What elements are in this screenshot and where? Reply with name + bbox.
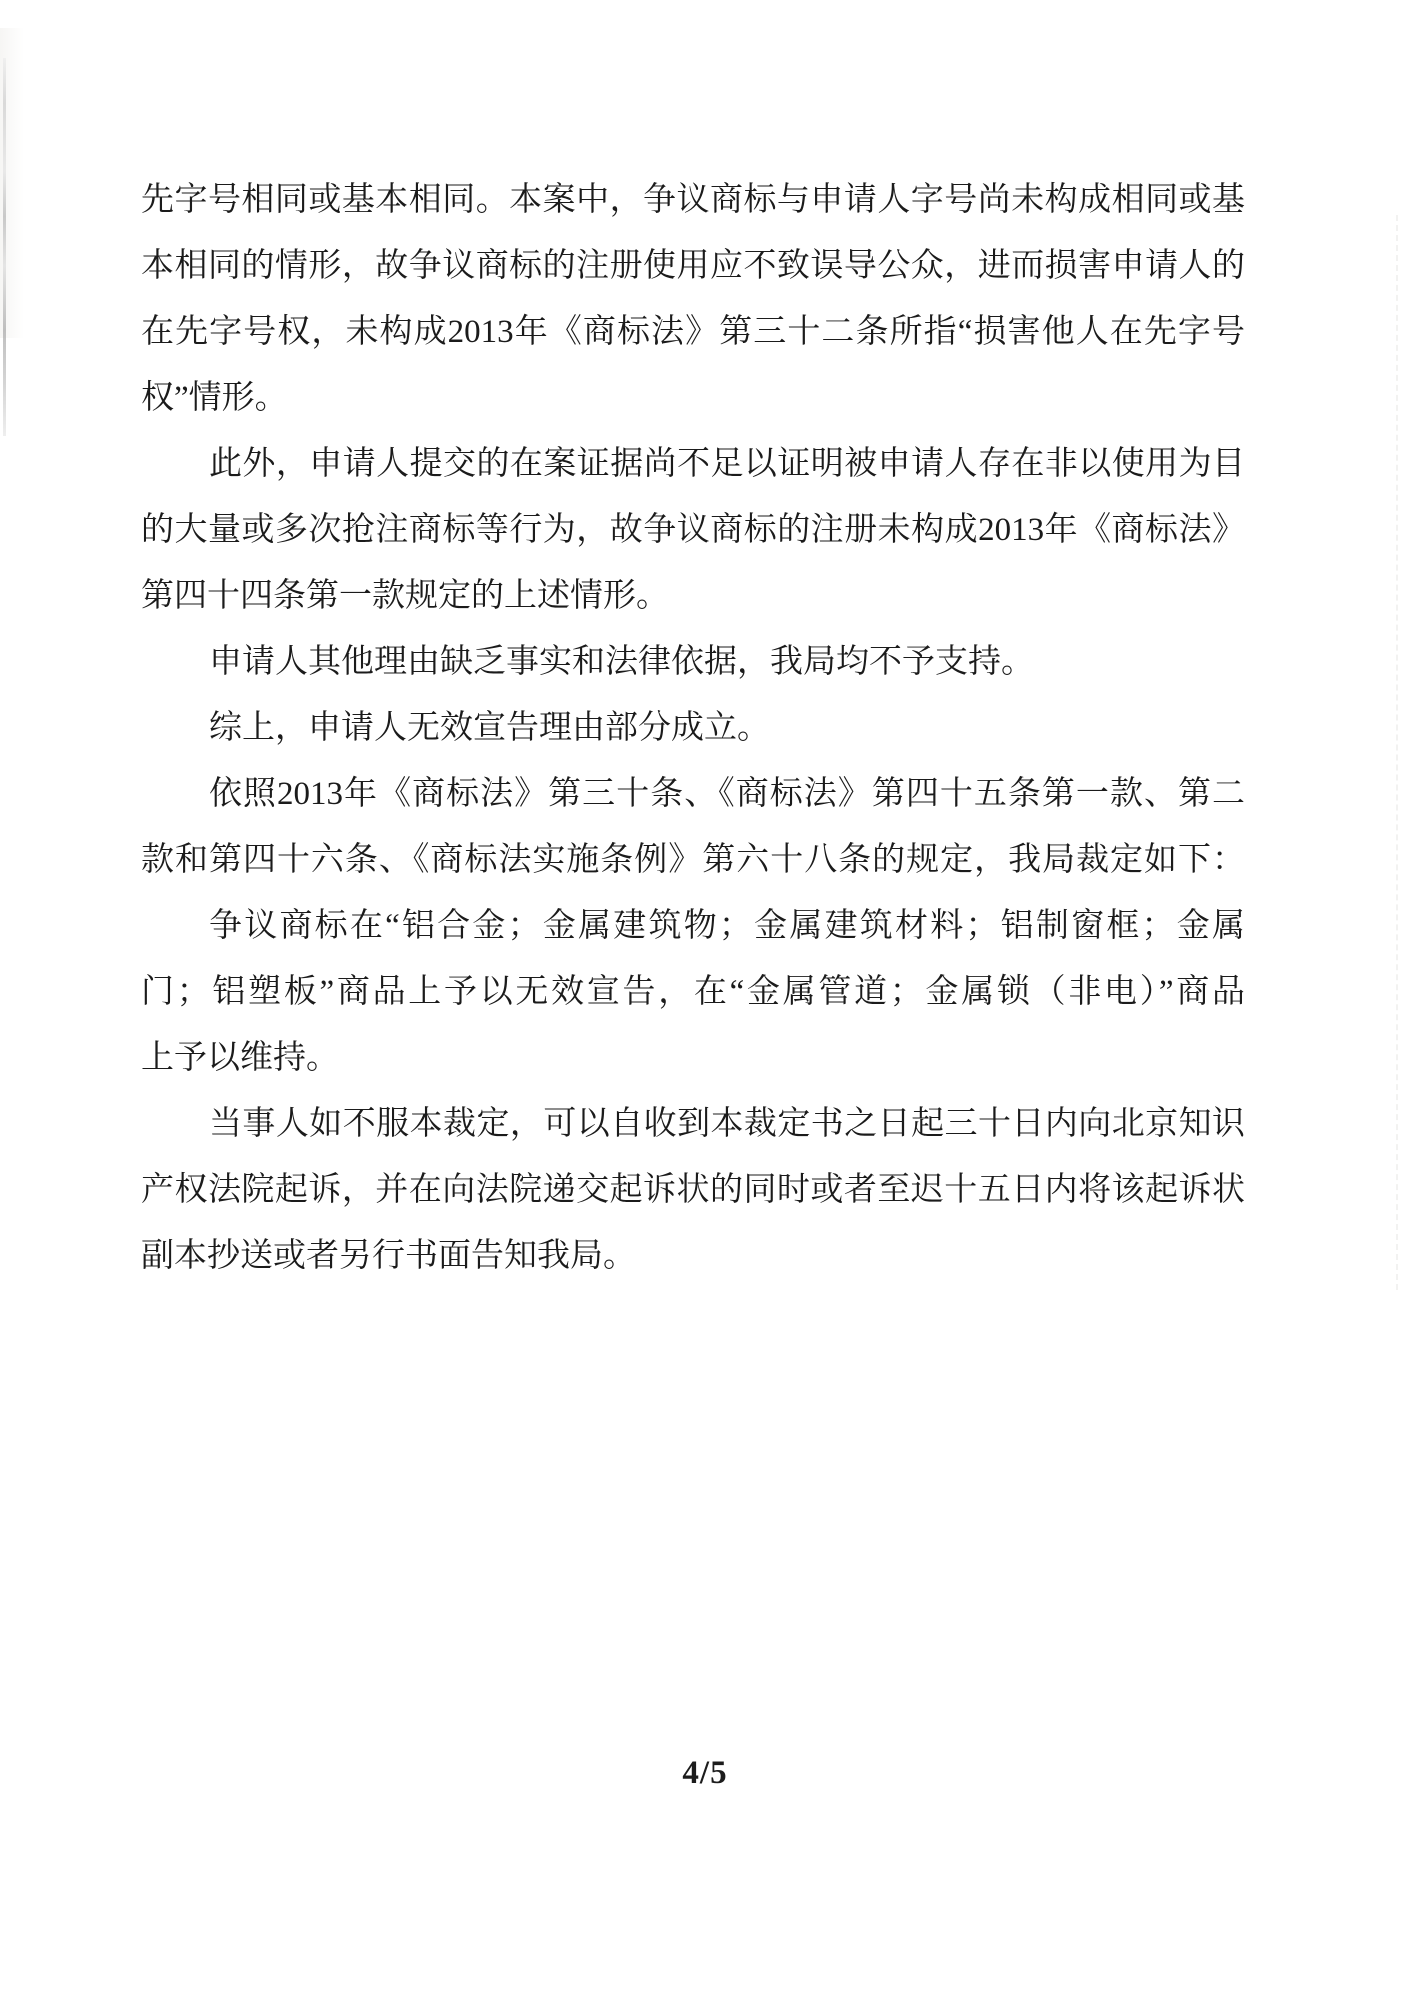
text-line: 门；铝塑板”商品上予以无效宣告，在“金属管道；金属锁（非电）”商品 — [141, 974, 1245, 1010]
text-line: 先字号相同或基本相同。本案中，争议商标与申请人字号尚未构成相同或基 — [141, 182, 1245, 218]
text-line: 在先字号权，未构成2013年《商标法》第三十二条所指“损害他人在先字号 — [141, 314, 1245, 350]
scan-line-artifact-right — [1396, 215, 1398, 1290]
text-line: 此外，申请人提交的在案证据尚不足以证明被申请人存在非以使用为目 — [209, 446, 1245, 482]
text-line: 综上，申请人无效宣告理由部分成立。 — [209, 710, 770, 746]
text-line: 申请人其他理由缺乏事实和法律依据，我局均不予支持。 — [209, 644, 1034, 680]
text-line: 本相同的情形，故争议商标的注册使用应不致误导公众，进而损害申请人的 — [141, 248, 1245, 284]
text-line: 副本抄送或者另行书面告知我局。 — [141, 1238, 636, 1274]
text-line: 争议商标在“铝合金；金属建筑物；金属建筑材料；铝制窗框；金属 — [209, 908, 1245, 944]
text-line: 产权法院起诉，并在向法院递交起诉状的同时或者至迟十五日内将该起诉状 — [141, 1172, 1245, 1208]
text-line: 第四十四条第一款规定的上述情形。 — [141, 578, 669, 614]
text-line: 权”情形。 — [141, 380, 288, 416]
document-text — [141, 167, 1245, 1289]
text-line: 依照2013年《商标法》第三十条、《商标法》第四十五条第一款、第二 — [209, 776, 1245, 812]
text-line: 款和第四十六条、《商标法实施条例》第六十八条的规定，我局裁定如下： — [141, 842, 1245, 878]
scan-line-artifact-left — [3, 58, 6, 436]
text-line: 上予以维持。 — [141, 1040, 339, 1076]
page-number: 4/5 — [682, 1755, 728, 1791]
text-line: 当事人如不服本裁定，可以自收到本裁定书之日起三十日内向北京知识 — [209, 1106, 1245, 1142]
text-line: 的大量或多次抢注商标等行为，故争议商标的注册未构成2013年《商标法》 — [141, 512, 1245, 548]
